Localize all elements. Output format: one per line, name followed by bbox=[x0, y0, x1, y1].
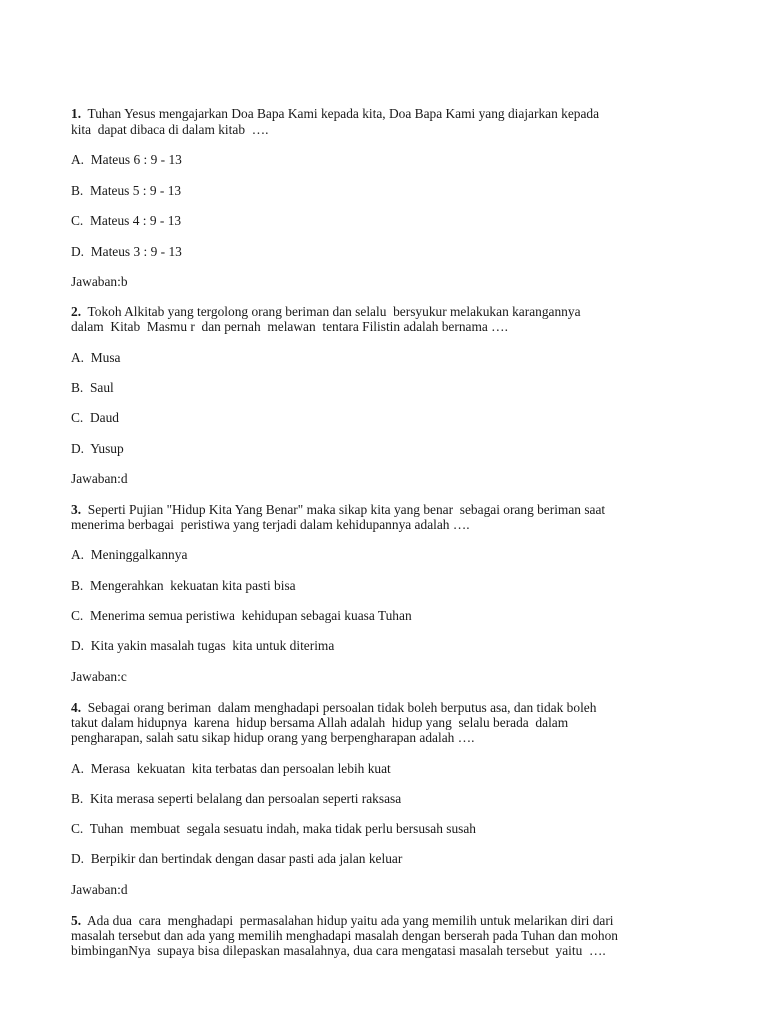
question-1-line-2: kita dapat dibaca di dalam kitab …. bbox=[71, 122, 269, 137]
question-3-option-a: A. Meninggalkannya bbox=[71, 547, 188, 562]
question-2-option-c: C. Daud bbox=[71, 410, 119, 425]
question-4-answer: Jawaban:d bbox=[71, 882, 128, 897]
question-number: 5. bbox=[71, 913, 82, 928]
question-3-option-b: B. Mengerahkan kekuatan kita pasti bisa bbox=[71, 578, 296, 593]
question-3-line-1: 3. Seperti Pujian "Hidup Kita Yang Benar" maka sikap kita yang benar sebagai orang beriman saat bbox=[71, 502, 606, 517]
question-2-line-1: 2. Tokoh Alkitab yang tergolong orang beriman dan selalu bersyukur melakukan karangannya bbox=[71, 304, 581, 319]
question-number: 2. bbox=[71, 304, 82, 319]
question-2-answer: Jawaban:d bbox=[71, 471, 128, 486]
question-number: 1. bbox=[71, 106, 82, 121]
question-number: 3. bbox=[71, 502, 82, 517]
question-1-answer: Jawaban:b bbox=[71, 274, 128, 289]
question-5-line-3: bimbinganNya supaya bisa dilepaskan masalahnya, dua cara mengatasi masalah tersebut yaitu …. bbox=[71, 943, 606, 958]
question-4-line-1: 4. Sebagai orang beriman dalam menghadapi persoalan tidak boleh berputus asa, dan tidak boleh bbox=[71, 700, 597, 715]
question-number: 4. bbox=[71, 700, 82, 715]
question-3-option-c: C. Menerima semua peristiwa kehidupan sebagai kuasa Tuhan bbox=[71, 608, 412, 623]
question-2-option-b: B. Saul bbox=[71, 380, 114, 395]
question-4-option-d: D. Berpikir dan bertindak dengan dasar pasti ada jalan keluar bbox=[71, 851, 403, 866]
question-1-option-c: C. Mateus 4 : 9 - 13 bbox=[71, 213, 182, 228]
question-5-line-1: 5. Ada dua cara menghadapi permasalahan hidup yaitu ada yang memilih untuk melarikan diri dari bbox=[71, 913, 614, 928]
question-3-line-2: menerima berbagai peristiwa yang terjadi dalam kehidupannya adalah …. bbox=[71, 517, 470, 532]
question-2-line-2: dalam Kitab Masmu r dan pernah melawan tentara Filistin adalah bernama …. bbox=[71, 319, 508, 334]
question-3-option-d: D. Kita yakin masalah tugas kita untuk diterima bbox=[71, 638, 335, 653]
question-4-option-a: A. Merasa kekuatan kita terbatas dan persoalan lebih kuat bbox=[71, 761, 391, 776]
question-3-answer: Jawaban:c bbox=[71, 669, 127, 684]
question-2-option-d: D. Yusup bbox=[71, 441, 124, 456]
question-1-option-d: D. Mateus 3 : 9 - 13 bbox=[71, 244, 182, 259]
question-1-line-1: 1. Tuhan Yesus mengajarkan Doa Bapa Kami kepada kita, Doa Bapa Kami yang diajarkan kepada bbox=[71, 106, 600, 121]
question-1-option-a: A. Mateus 6 : 9 - 13 bbox=[71, 152, 182, 167]
question-2-option-a: A. Musa bbox=[71, 350, 121, 365]
question-4-option-c: C. Tuhan membuat segala sesuatu indah, maka tidak perlu bersusah susah bbox=[71, 821, 476, 836]
question-5-line-2: masalah tersebut dan ada yang memilih menghadapi masalah dengan berserah pada Tuhan dan mohon bbox=[71, 928, 618, 943]
question-4-option-b: B. Kita merasa seperti belalang dan persoalan seperti raksasa bbox=[71, 791, 402, 806]
question-4-line-3: pengharapan, salah satu sikap hidup orang yang berpengharapan adalah …. bbox=[71, 730, 475, 745]
question-4-line-2: takut dalam hidupnya karena hidup bersama Allah adalah hidup yang selalu berada dalam bbox=[71, 715, 569, 730]
question-1-option-b: B. Mateus 5 : 9 - 13 bbox=[71, 183, 182, 198]
